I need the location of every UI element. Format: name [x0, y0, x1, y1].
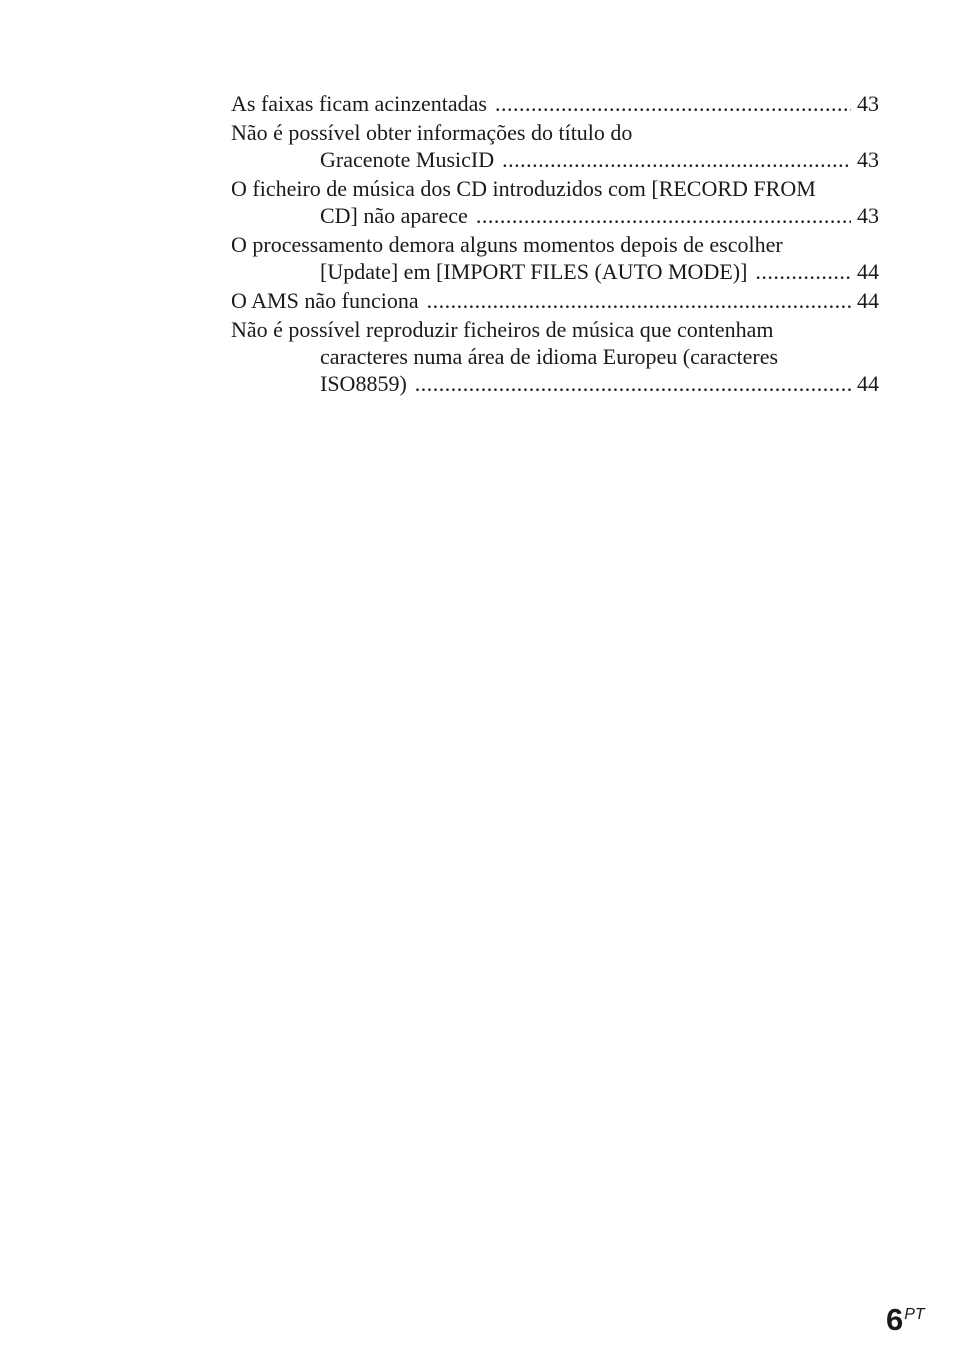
toc-entry-title-continued: [Update] em [IMPORT FILES (AUTO MODE)] — [320, 259, 748, 284]
toc-page-number: 43 — [857, 147, 879, 172]
toc-page-number: 44 — [857, 259, 879, 284]
toc-entry-continuation — [231, 258, 879, 285]
dot-leader — [755, 258, 851, 285]
toc-entry-continuation — [231, 370, 879, 397]
toc-entry-continuation — [231, 202, 879, 229]
toc-entry-title: O processamento demora alguns momentos depois de escolher — [231, 232, 783, 257]
dot-leader — [427, 287, 851, 314]
dot-leader — [502, 146, 851, 173]
toc-page-number: 44 — [857, 371, 879, 396]
toc-entry-line — [231, 90, 879, 117]
toc-entry[interactable] — [231, 231, 879, 285]
toc-entry-line — [231, 175, 879, 202]
toc-entry[interactable] — [231, 287, 879, 314]
toc-entry-line — [231, 119, 879, 146]
folio-page-number: 6 — [886, 1302, 904, 1337]
toc-entry[interactable] — [231, 90, 879, 117]
toc-entry-continuation — [231, 146, 879, 173]
toc-entry-title: Não é possível obter informações do título do — [231, 120, 633, 145]
toc-entry-title-continued: ISO8859) — [320, 371, 407, 396]
toc-entry-title: O AMS não funciona — [231, 288, 419, 313]
toc-page-number: 43 — [857, 203, 879, 228]
dot-leader — [476, 202, 851, 229]
toc-entry[interactable] — [231, 175, 879, 229]
toc-entry-title: As faixas ficam acinzentadas — [231, 91, 487, 116]
dot-leader — [415, 370, 851, 397]
toc-entry-line — [231, 316, 879, 343]
table-of-contents — [231, 90, 879, 399]
toc-entry[interactable] — [231, 316, 879, 397]
toc-entry-line — [231, 287, 879, 314]
toc-page-number: 43 — [857, 91, 879, 116]
toc-entry[interactable] — [231, 119, 879, 173]
toc-page-number: 44 — [857, 288, 879, 313]
toc-entry-continuation — [231, 343, 879, 370]
toc-entry-title-continued: caracteres numa área de idioma Europeu (caracteres — [320, 344, 779, 369]
toc-entry-title: Não é possível reproduzir ficheiros de música que contenham — [231, 317, 774, 342]
folio-language-code: PT — [904, 1306, 925, 1323]
toc-entry-title-continued: Gracenote MusicID — [320, 147, 495, 172]
toc-entry-title: O ficheiro de música dos CD introduzidos com [RECORD FROM — [231, 176, 816, 201]
toc-entry-title-continued: CD] não aparece — [320, 203, 468, 228]
dot-leader — [495, 90, 851, 117]
page-folio — [886, 1302, 925, 1338]
toc-entry-line — [231, 231, 879, 258]
